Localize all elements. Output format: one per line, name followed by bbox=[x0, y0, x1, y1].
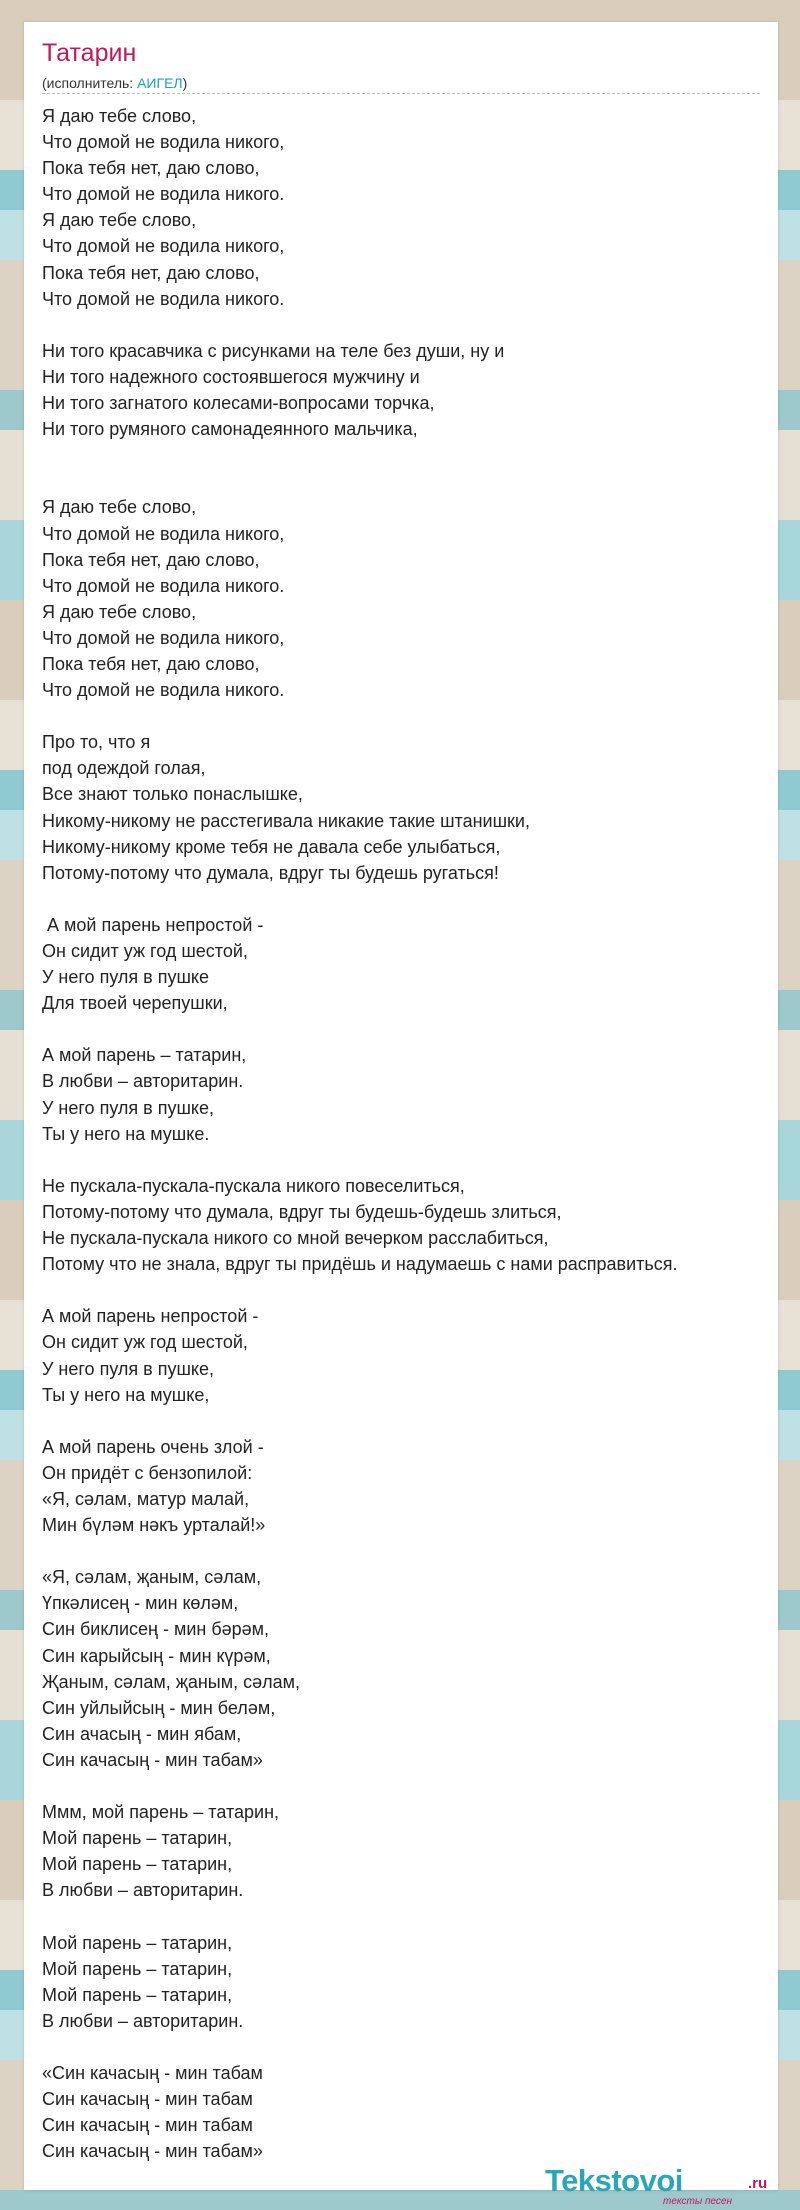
lyrics-line: «Я, сәлам, җаным, сәлам, bbox=[42, 1567, 262, 1588]
lyrics-line: Син биклисең - мин бәрәм, bbox=[42, 1619, 270, 1640]
lyrics-body bbox=[42, 103, 770, 2164]
lyrics-line: Мин бүләм нәкъ урталай!» bbox=[42, 1515, 266, 1536]
lyrics-line: Пока тебя нет, даю слово, bbox=[42, 653, 260, 674]
lyrics-line: Что домой не водила никого. bbox=[42, 575, 285, 596]
lyrics-line: Син качасың - мин табам» bbox=[42, 1749, 263, 1770]
lyrics-blank-line bbox=[42, 1538, 770, 1564]
lyrics-blank-line bbox=[42, 1016, 770, 1042]
lyrics-line: Для твоей черепушки, bbox=[42, 993, 228, 1014]
lyrics-line: Не пускала-пускала-пускала никого повеселиться, bbox=[42, 1175, 465, 1196]
title-divider bbox=[42, 93, 760, 94]
lyrics-blank-line bbox=[42, 703, 770, 729]
lyrics-line: Он придёт с бензопилой: bbox=[42, 1462, 253, 1483]
lyrics-line: Пока тебя нет, даю слово, bbox=[42, 158, 260, 179]
lyrics-line: Ты у него на мушке, bbox=[42, 1384, 210, 1405]
artist-line bbox=[42, 74, 187, 92]
lyrics-line: Ни того красавчика с рисунками на теле без души, ну и bbox=[42, 340, 505, 361]
lyrics-line: «Я, сәлам, матур малай, bbox=[42, 1488, 250, 1509]
lyrics-line: Мой парень – татарин, bbox=[42, 1984, 233, 2005]
lyrics-blank-line bbox=[42, 468, 770, 494]
artist-suffix: ) bbox=[182, 75, 188, 91]
lyrics-line: Не пускала-пускала никого со мной вечерком расслабиться, bbox=[42, 1228, 549, 1249]
lyrics-line: «Син качасың - мин табам bbox=[42, 2063, 263, 2084]
lyrics-line: Что домой не водила никого, bbox=[42, 523, 285, 544]
lyrics-line: Мой парень – татарин, bbox=[42, 1958, 233, 1979]
lyrics-line: Что домой не водила никого, bbox=[42, 627, 285, 648]
lyrics-line: Про то, что я bbox=[42, 732, 151, 753]
lyrics-blank-line bbox=[42, 1277, 770, 1303]
lyrics-line: под одеждой голая, bbox=[42, 758, 206, 779]
lyrics-blank-line bbox=[42, 2034, 770, 2060]
lyrics-line: А мой парень – татарин, bbox=[42, 1045, 247, 1066]
lyrics-line: Я даю тебе слово, bbox=[42, 601, 197, 622]
artist-prefix: (исполнитель: bbox=[42, 75, 138, 91]
site-logo[interactable] bbox=[545, 2163, 775, 2207]
lyrics-line: Үпкәлисең - мин көләм, bbox=[42, 1593, 239, 1614]
lyrics-line: В любви – авторитарин. bbox=[42, 2010, 244, 2031]
lyrics-line: Ни того надежного состоявшегося мужчину и bbox=[42, 366, 420, 387]
lyrics-line: Ммм, мой парень – татарин, bbox=[42, 1802, 280, 1823]
lyrics-line: Мой парень – татарин, bbox=[42, 1828, 233, 1849]
lyrics-line: А мой парень непростой - bbox=[42, 914, 264, 935]
lyrics-line: Потому-потому что думала, вдруг ты будешь ругаться! bbox=[42, 862, 499, 883]
lyrics-line: Син уйлыйсың - мин беләм, bbox=[42, 1697, 276, 1718]
lyrics-line: Никому-никому кроме тебя не давала себе улыбаться, bbox=[42, 836, 501, 857]
lyrics-line: Син качасың - мин табам» bbox=[42, 2141, 263, 2162]
lyrics-line: Что домой не водила никого, bbox=[42, 132, 285, 153]
lyrics-line: Син качасың - мин табам bbox=[42, 2089, 253, 2110]
lyrics-line: Он сидит уж год шестой, bbox=[42, 941, 248, 961]
lyrics-blank-line bbox=[42, 1147, 770, 1173]
lyrics-line: Все знают только понаслышке, bbox=[42, 784, 303, 805]
lyrics-line: Син качасың - мин табам bbox=[42, 2115, 253, 2136]
lyrics-blank-line bbox=[42, 1903, 770, 1929]
lyrics-line: Никому-никому не расстегивала никакие такие штанишки, bbox=[42, 810, 530, 831]
lyrics-line: Потому-потому что думала, вдруг ты будешь-будешь злиться, bbox=[42, 1201, 562, 1222]
lyrics-line: Я даю тебе слово, bbox=[42, 106, 197, 126]
lyrics-line: Пока тебя нет, даю слово, bbox=[42, 262, 260, 283]
lyrics-blank-line bbox=[42, 1408, 770, 1434]
lyrics-line: Что домой не водила никого. bbox=[42, 288, 285, 309]
lyrics-line: В любви – авторитарин. bbox=[42, 1071, 244, 1092]
song-title: Татарин bbox=[42, 39, 137, 67]
lyrics-line: А мой парень непростой - bbox=[42, 1306, 259, 1327]
logo-tagline: тексты песен bbox=[663, 2196, 732, 2207]
lyrics-line: Он сидит уж год шестой, bbox=[42, 1332, 248, 1353]
lyrics-line: В любви – авторитарин. bbox=[42, 1880, 244, 1901]
lyrics-line: Мой парень – татарин, bbox=[42, 1854, 233, 1875]
lyrics-blank-line bbox=[42, 886, 770, 912]
lyrics-line: Син карыйсың - мин күрәм, bbox=[42, 1645, 271, 1666]
lyrics-line: Ты у него на мушке. bbox=[42, 1123, 210, 1144]
lyrics-line: Я даю тебе слово, bbox=[42, 497, 197, 518]
lyrics-blank-line bbox=[42, 312, 770, 338]
lyrics-line: Син ачасың - мин ябам, bbox=[42, 1723, 242, 1744]
lyrics-line: У него пуля в пушке bbox=[42, 967, 210, 988]
lyrics-line: Ни того загнатого колесами-вопросами торчка, bbox=[42, 393, 435, 414]
lyrics-line: Что домой не водила никого. bbox=[42, 680, 285, 701]
lyrics-line: У него пуля в пушке, bbox=[42, 1097, 215, 1118]
lyrics-line: А мой парень очень злой - bbox=[42, 1436, 264, 1457]
lyrics-line: Я даю тебе слово, bbox=[42, 210, 197, 231]
lyrics-line: Мой парень – татарин, bbox=[42, 1932, 233, 1953]
lyrics-line: Ни того румяного самонадеянного мальчика, bbox=[42, 419, 418, 440]
lyrics-line: Что домой не водила никого, bbox=[42, 236, 285, 257]
lyrics-card bbox=[24, 22, 778, 2190]
lyrics-line: Что домой не водила никого. bbox=[42, 184, 285, 205]
lyrics-line: Пока тебя нет, даю слово, bbox=[42, 549, 260, 570]
lyrics-line: Потому что не знала, вдруг ты придёшь и надумаешь с нами расправиться. bbox=[42, 1254, 678, 1275]
lyrics-blank-line bbox=[42, 442, 770, 468]
lyrics-blank-line bbox=[42, 1773, 770, 1799]
logo-main-text: Tekstovoi bbox=[545, 2163, 683, 2198]
lyrics-line: Җаным, сәлам, җаным, сәлам, bbox=[42, 1671, 300, 1692]
lyrics-line: У него пуля в пушке, bbox=[42, 1358, 215, 1379]
artist-link[interactable]: АИГЕЛ bbox=[137, 75, 183, 91]
logo-tld-text: .ru bbox=[748, 2175, 768, 2192]
